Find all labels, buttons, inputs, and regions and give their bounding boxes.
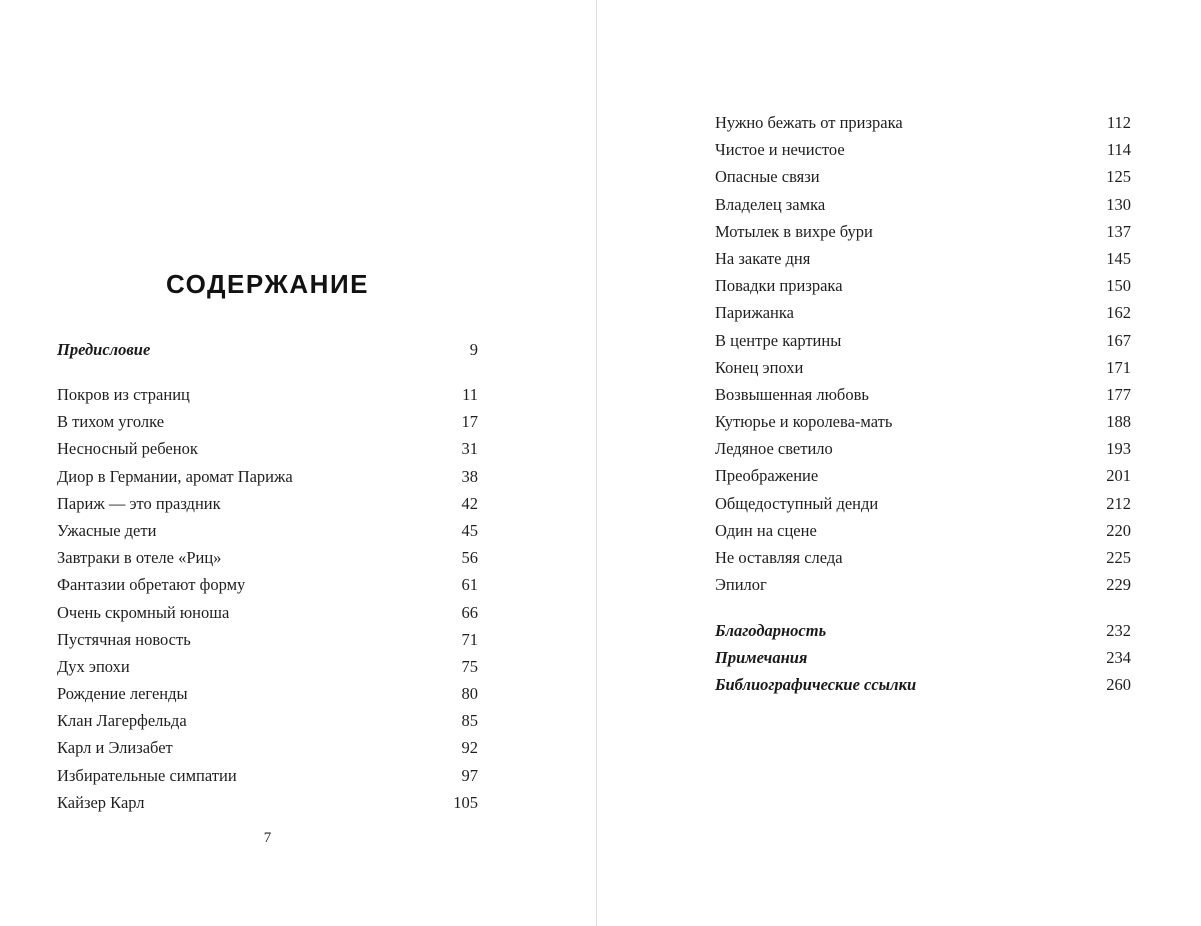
toc-entry-page: 31 — [461, 439, 478, 459]
toc-preface-section — [57, 336, 478, 363]
toc-entry-title: На закате дня — [715, 248, 811, 268]
toc-entry-page: 220 — [1106, 520, 1131, 540]
toc-back-matter-list — [715, 617, 1131, 699]
toc-entry — [715, 299, 1131, 326]
toc-entry-title: Не оставляя следа — [715, 548, 843, 567]
toc-entry-page: 80 — [461, 684, 478, 704]
toc-entry — [715, 327, 1131, 354]
toc-entry-page: 45 — [461, 520, 478, 540]
toc-entry-title: Чистое и нечистое — [715, 140, 845, 160]
toc-entry-page: 162 — [1106, 303, 1131, 323]
toc-entry-page: 260 — [1106, 675, 1131, 695]
toc-entry-page: 105 — [453, 792, 478, 812]
toc-entry-page: 137 — [1106, 221, 1131, 241]
toc-entry-page: 75 — [461, 656, 478, 676]
toc-entry — [57, 762, 478, 789]
toc-entry-page: 130 — [1106, 194, 1131, 214]
toc-entry-title: Дух эпохи — [57, 656, 130, 676]
toc-entry-page: 66 — [461, 602, 478, 622]
toc-entry-title: Рождение легенды — [57, 684, 188, 704]
toc-entry — [715, 490, 1131, 517]
toc-entry — [57, 381, 478, 408]
toc-entry-page: 56 — [461, 548, 478, 568]
toc-entry-page: 38 — [461, 466, 478, 486]
toc-entry-title: Библиографические ссылки — [715, 675, 917, 695]
toc-entry-title: Кайзер Карл — [57, 792, 145, 812]
toc-entry-title: Покров из страниц — [57, 385, 190, 404]
toc-entry — [57, 435, 478, 462]
toc-entry-title: Кутюрье и королева-мать — [715, 412, 893, 432]
toc-entry — [57, 707, 478, 734]
toc-entry-title: Нужно бежать от призрака — [715, 113, 903, 132]
toc-entry-page: 150 — [1106, 276, 1131, 296]
toc-entry-page: 167 — [1106, 330, 1131, 350]
toc-right-chapter-list — [715, 109, 1131, 598]
toc-entry-page: 42 — [461, 493, 478, 513]
toc-entry-title: Повадки призрака — [715, 276, 843, 296]
toc-entry-title: Несносный ребенок — [57, 439, 198, 459]
toc-entry-page: 145 — [1106, 248, 1131, 268]
toc-entry-title: Ледяное светило — [715, 439, 833, 459]
toc-entry-title: Клан Лагерфельда — [57, 711, 187, 731]
toc-entry-title: Избирательные симпатии — [57, 765, 237, 785]
toc-entry-title: Общедоступный денди — [715, 493, 879, 513]
toc-entry-page: 112 — [1106, 113, 1131, 132]
toc-entry-page: 212 — [1106, 493, 1131, 513]
toc-entry-title: Завтраки в отеле «Риц» — [57, 548, 222, 568]
toc-entry-title: Карл и Элизабет — [57, 738, 173, 758]
toc-entry — [715, 671, 1131, 698]
toc-entry — [715, 109, 1131, 136]
toc-entry-page: 188 — [1106, 412, 1131, 432]
toc-entry-page: 125 — [1106, 167, 1131, 187]
toc-entry-page: 61 — [461, 575, 478, 595]
toc-entry-title: Один на сцене — [715, 520, 817, 540]
toc-entry — [57, 408, 478, 435]
toc-entry — [715, 644, 1131, 671]
toc-entry-page: 114 — [1106, 140, 1131, 160]
page-number: 7 — [263, 830, 272, 846]
toc-entry — [57, 789, 478, 816]
toc-entry-page: 11 — [462, 385, 478, 404]
toc-entry-page: 71 — [461, 629, 478, 649]
toc-entry-page: 177 — [1106, 384, 1131, 404]
toc-entry — [715, 381, 1131, 408]
toc-entry — [57, 599, 478, 626]
toc-entry — [715, 245, 1131, 272]
toc-entry-title: В тихом уголке — [57, 412, 165, 432]
toc-entry — [57, 336, 478, 363]
toc-entry-title: Возвышенная любовь — [715, 384, 869, 404]
toc-entry-title: Очень скромный юноша — [57, 602, 230, 622]
toc-entry — [715, 272, 1131, 299]
toc-entry — [715, 617, 1131, 644]
toc-entry-title: Диор в Германии, аромат Парижа — [57, 466, 293, 486]
toc-entry — [715, 191, 1131, 218]
toc-entry — [57, 490, 478, 517]
toc-entry-page: 17 — [461, 412, 478, 432]
toc-entry-page: 92 — [461, 738, 478, 758]
toc-entry-title: В центре картины — [715, 330, 842, 350]
toc-entry-page: 229 — [1106, 575, 1131, 595]
toc-entry-title: Мотылек в вихре бури — [715, 221, 873, 241]
toc-entry — [715, 136, 1131, 163]
toc-entry-title: Благодарность — [715, 621, 827, 640]
toc-entry — [715, 544, 1131, 571]
toc-entry — [715, 435, 1131, 462]
toc-entry-page: 171 — [1106, 357, 1131, 377]
toc-entry — [715, 354, 1131, 381]
toc-entry — [57, 626, 478, 653]
toc-entry-title: Опасные связи — [715, 167, 820, 187]
toc-entry-page: 97 — [461, 765, 478, 785]
toc-entry-page: 225 — [1106, 548, 1131, 567]
toc-entry — [715, 462, 1131, 489]
toc-entry-title: Ужасные дети — [57, 520, 157, 540]
toc-entry — [715, 571, 1131, 598]
toc-entry-page: 232 — [1106, 621, 1131, 640]
toc-entry — [715, 408, 1131, 435]
toc-entry-title: Примечания — [715, 648, 808, 668]
page-gutter-divider — [596, 0, 597, 926]
toc-entry-title: Владелец замка — [715, 194, 826, 214]
toc-entry-title: Преображение — [715, 466, 819, 486]
toc-entry — [57, 544, 478, 571]
toc-entry-title: Конец эпохи — [715, 357, 804, 377]
toc-entry-title: Эпилог — [715, 575, 767, 595]
toc-entry-page: 201 — [1106, 466, 1131, 486]
toc-entry-page: 234 — [1106, 648, 1131, 668]
toc-entry — [57, 517, 478, 544]
toc-entry — [715, 218, 1131, 245]
toc-entry-page: 9 — [469, 340, 478, 359]
toc-entry — [715, 517, 1131, 544]
toc-entry-page: 85 — [461, 711, 478, 731]
toc-entry-title: Парижанка — [715, 303, 794, 323]
toc-entry-title: Фантазии обретают форму — [57, 575, 246, 595]
toc-entry-title: Париж — это праздник — [57, 493, 221, 513]
toc-entry — [57, 734, 478, 761]
toc-entry-title: Предисловие — [57, 340, 151, 359]
toc-entry — [715, 163, 1131, 190]
toc-entry — [57, 463, 478, 490]
toc-entry — [57, 680, 478, 707]
toc-entry-title: Пустячная новость — [57, 629, 191, 649]
toc-left-chapter-list — [57, 381, 478, 816]
toc-entry — [57, 653, 478, 680]
toc-entry-page: 193 — [1106, 439, 1131, 459]
toc-heading: СОДЕРЖАНИЕ — [166, 269, 369, 299]
toc-entry — [57, 571, 478, 598]
